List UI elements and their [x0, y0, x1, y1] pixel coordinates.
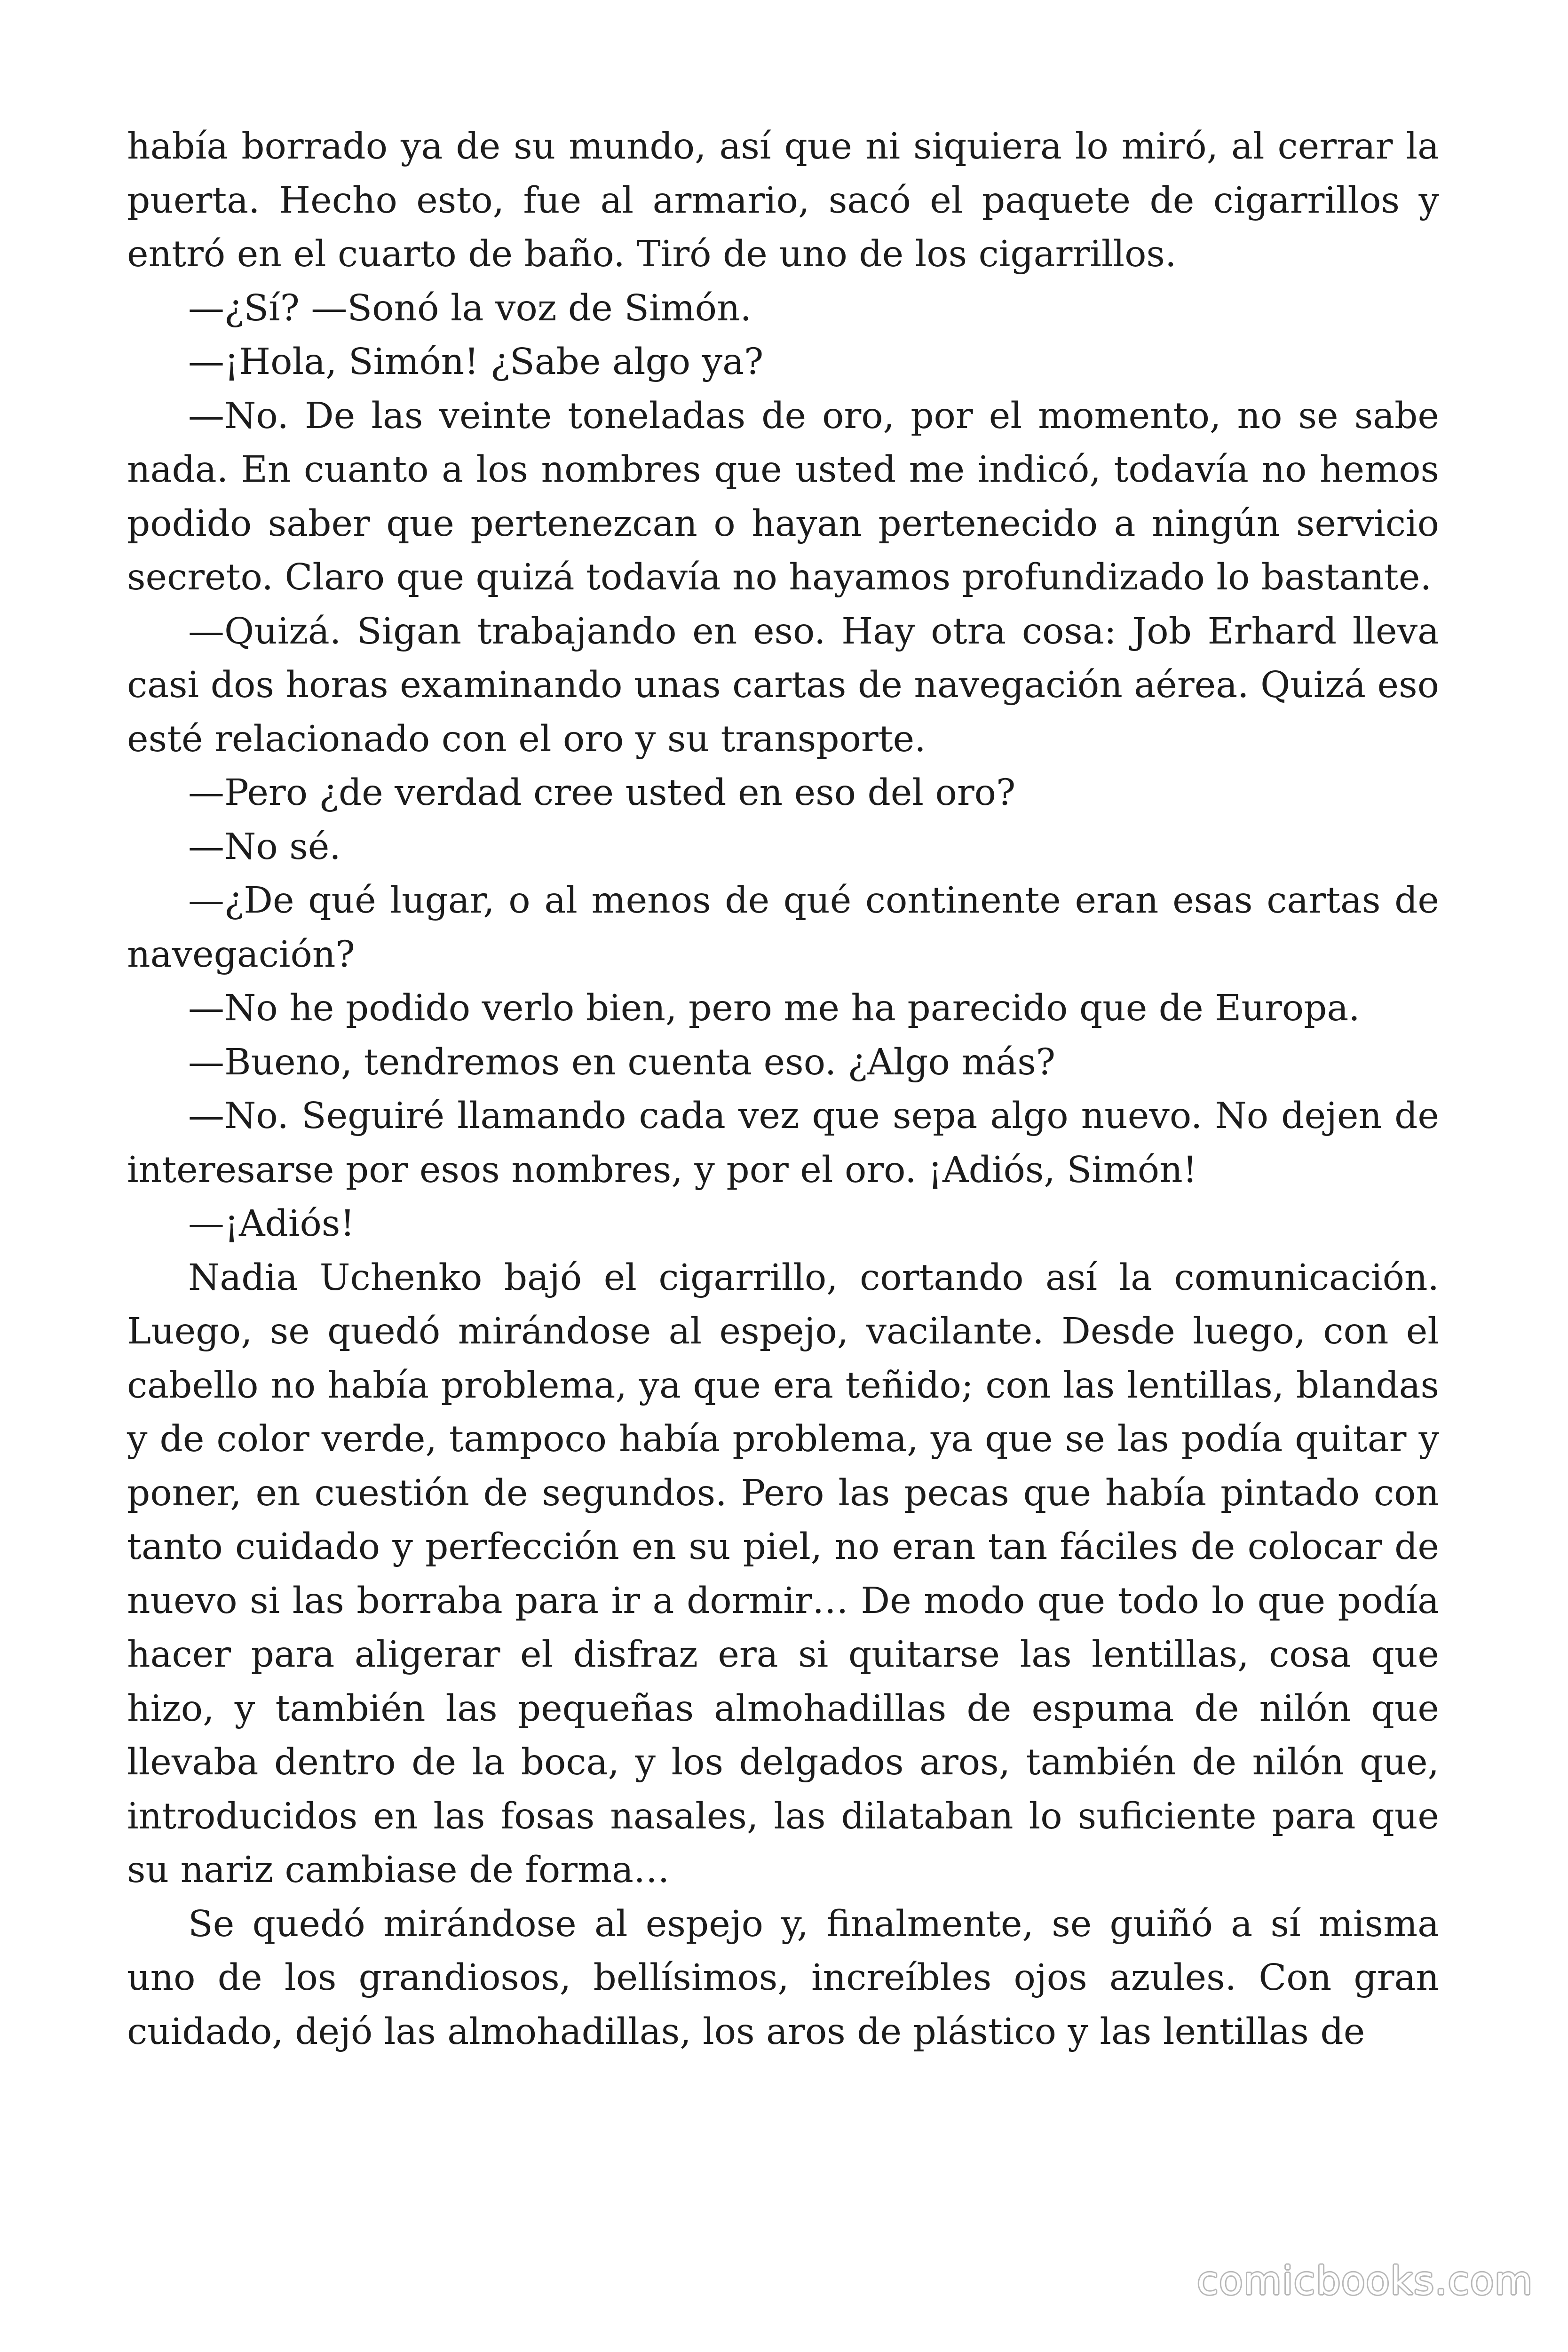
paragraph: había borrado ya de su mundo, así que ni siquiera lo miró, al cerrar la puerta. Hecho esto, fue al armario, sacó el paquete de cigarrillos y entró en el cuarto de baño. Tiró de uno de los cigarrillos. [127, 126, 1439, 275]
paragraph: —¡Adiós! [188, 1203, 355, 1245]
paragraph: —¡Hola, Simón! ¿Sabe algo ya? [188, 341, 764, 383]
page-body-text [127, 120, 1439, 2059]
paragraph: —¿De qué lugar, o al menos de qué continente eran esas cartas de navegación? [127, 880, 1439, 976]
paragraph: —No. Seguiré llamando cada vez que sepa algo nuevo. No dejen de interesarse por esos nombres, y por el oro. ¡Adiós, Simón! [127, 1095, 1439, 1191]
paragraph: —No sé. [188, 826, 341, 868]
paragraph: Nadia Uchenko bajó el cigarrillo, cortando así la comunicación. Luego, se quedó mirándose al espejo, vacilante. Desde luego, con el cabello no había problema, ya que era teñido; con las lentillas, blandas y de color verde, tampoco había problema, ya que se las podía quitar y poner, en cuestión de segundos. Pero las pecas que había pintado con tanto cuidado y perfección en su piel, no eran tan fáciles de colocar de nuevo si las borraba para ir a dormir… De modo que todo lo que podía hacer para aligerar el disfraz era si quitarse las lentillas, cosa que hizo, y también las pequeñas almohadillas de espuma de nilón que llevaba dentro de la boca, y los delgados aros, también de nilón que, introducidos en las fosas nasales, las dilataban lo suficiente para que su nariz cambiase de forma… [127, 1256, 1439, 1891]
paragraph: —Pero ¿de verdad cree usted en eso del oro? [188, 772, 1016, 814]
paragraph: —¿Sí? —Sonó la voz de Simón. [188, 287, 752, 329]
watermark: comicbooks.com [1197, 2259, 1533, 2304]
paragraph: —Quizá. Sigan trabajando en eso. Hay otra cosa: Job Erhard lleva casi dos horas examinando unas cartas de navegación aérea. Quizá eso esté relacionado con el oro y su transporte. [127, 610, 1439, 760]
paragraph: —No. De las veinte toneladas de oro, por el momento, no se sabe nada. En cuanto a los nombres que usted me indicó, todavía no hemos podido saber que pertenezcan o hayan pertenecido a ningún servicio secreto. Claro que quizá todavía no hayamos profundizado lo bastante. [127, 395, 1439, 598]
paragraph: —Bueno, tendremos en cuenta eso. ¿Algo más? [188, 1041, 1056, 1083]
paragraph: Se quedó mirándose al espejo y, finalmente, se guiñó a sí misma uno de los grandiosos, bellísimos, increíbles ojos azules. Con gran cuidado, dejó las almohadillas, los aros de plástico y las lentillas de [127, 1903, 1439, 2053]
paragraph: —No he podido verlo bien, pero me ha parecido que de Europa. [188, 987, 1360, 1029]
